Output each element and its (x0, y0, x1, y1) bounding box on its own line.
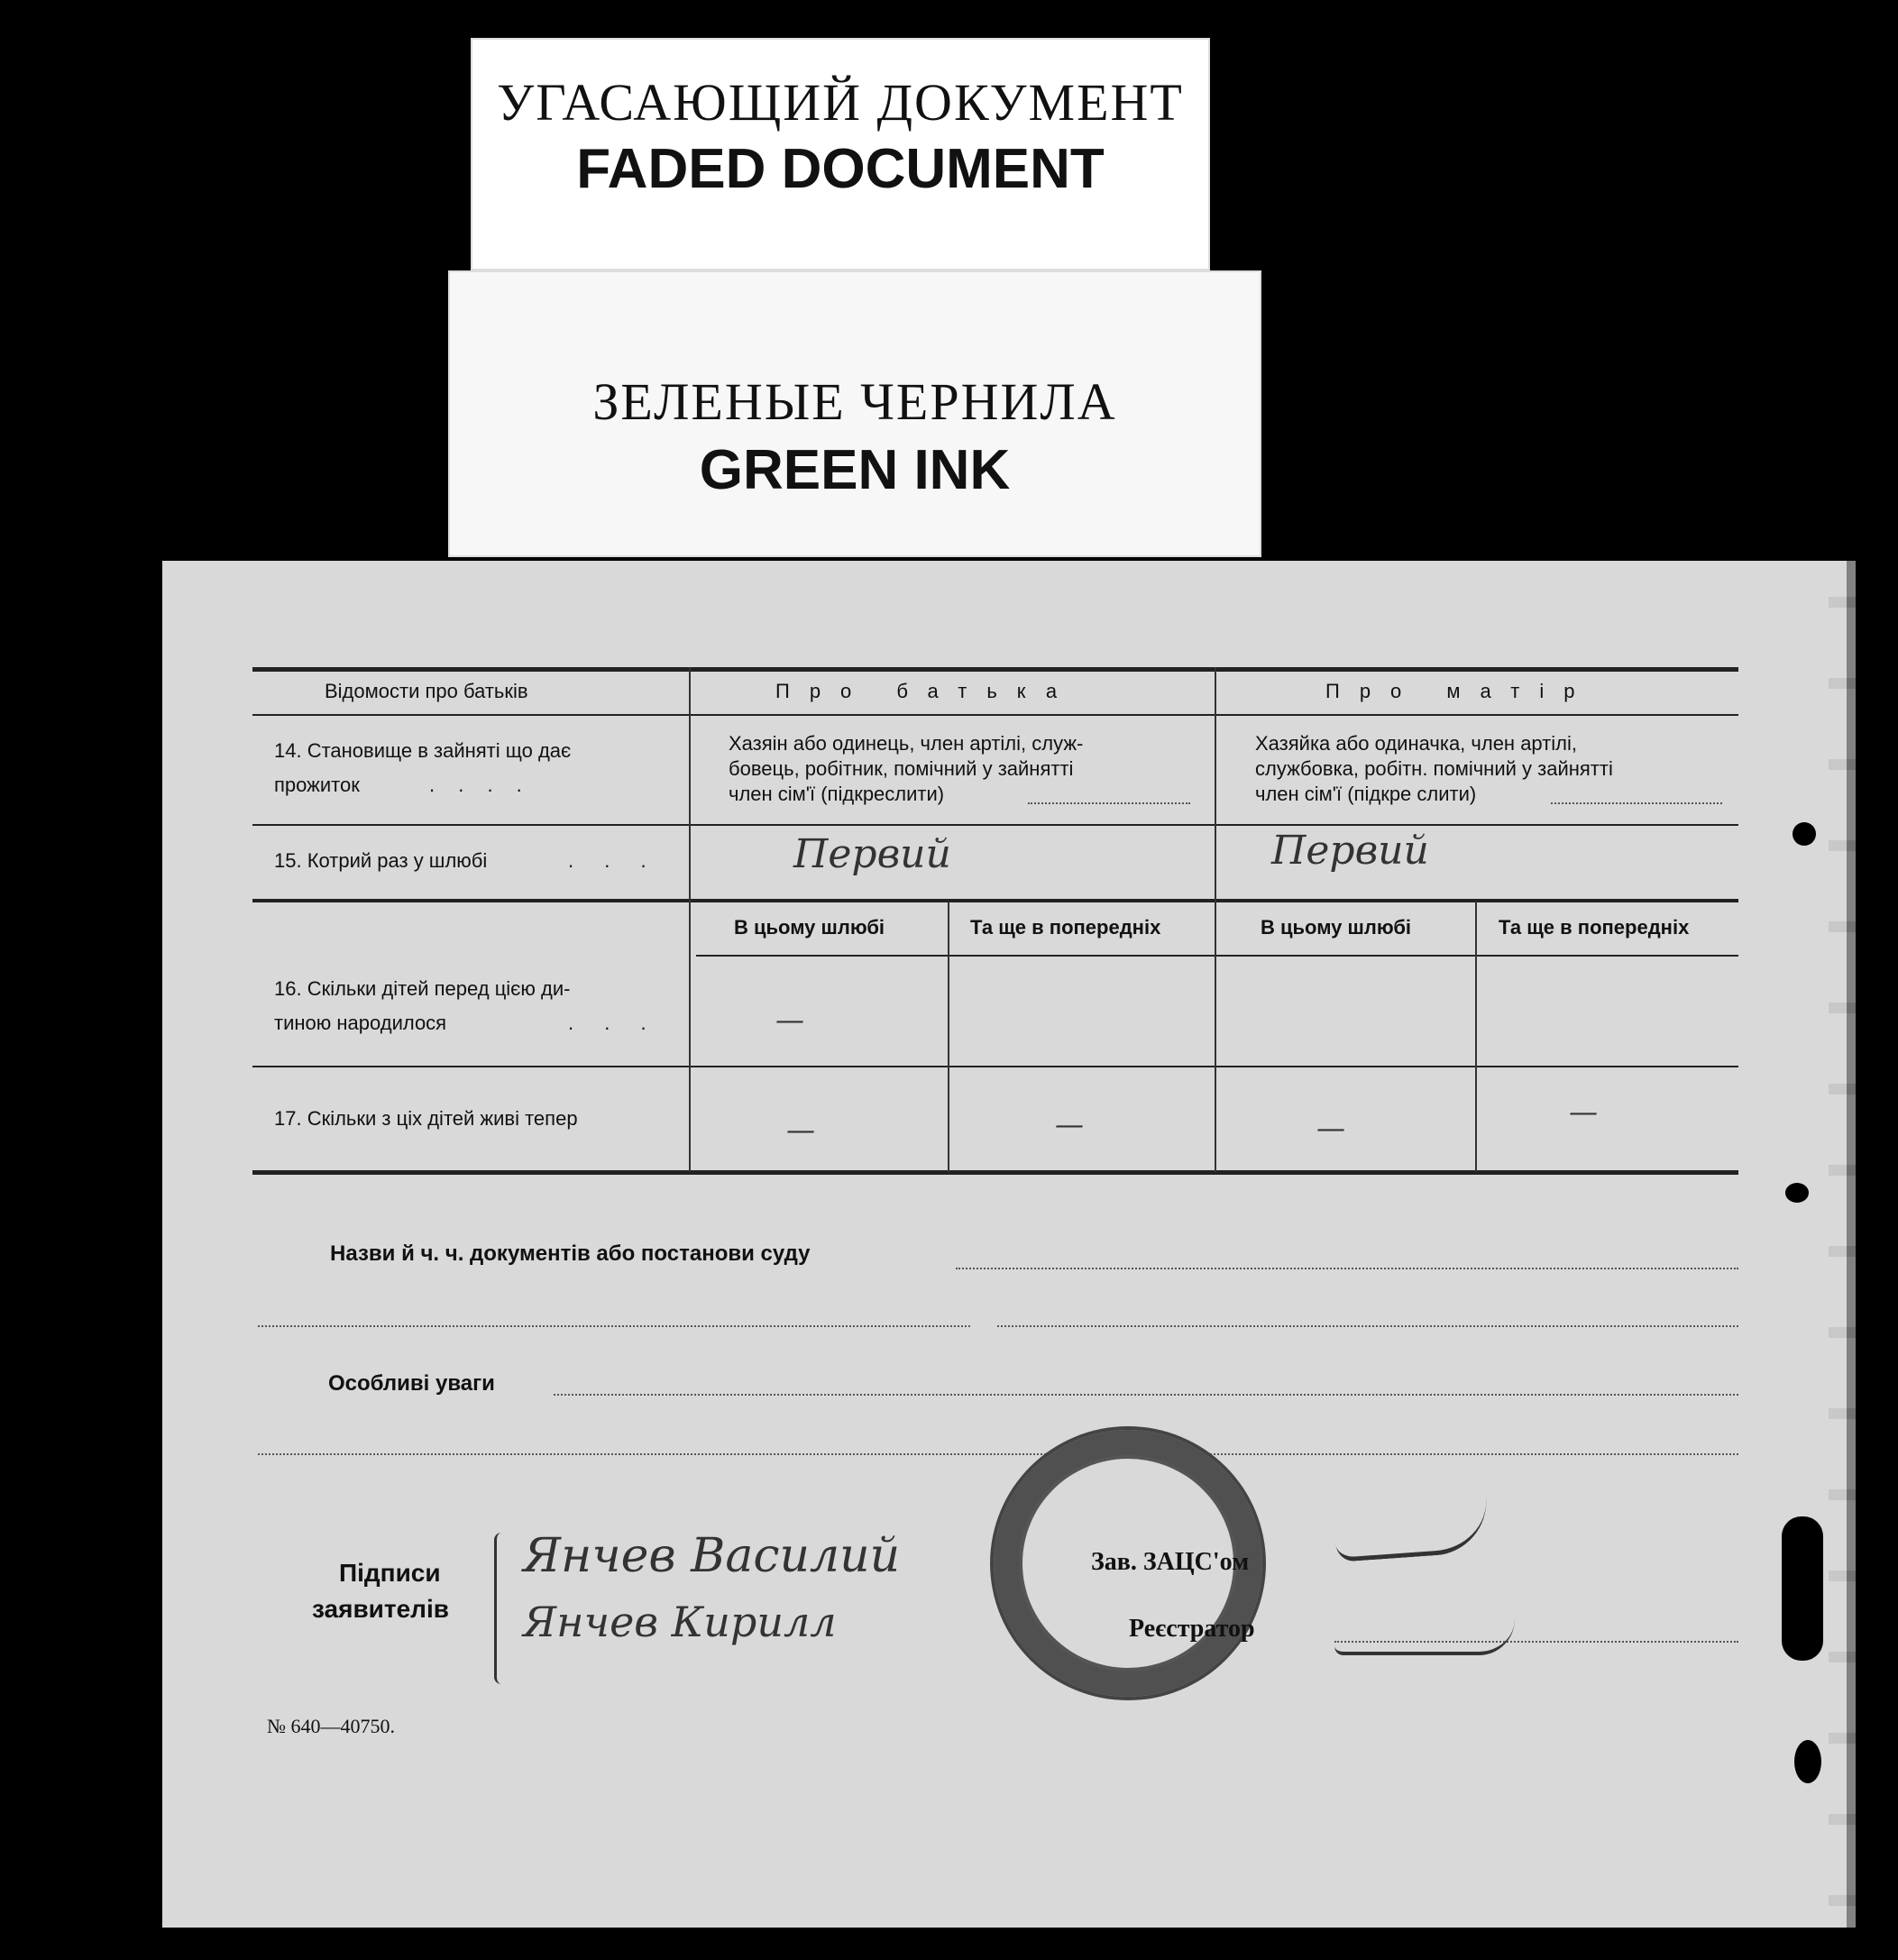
faded-document-label (471, 38, 1210, 270)
applicants-label: Підписи (339, 1559, 441, 1587)
row16-label-cont: тиною народилося (274, 1012, 447, 1034)
row14-mother-line1: Хазяйка або одиначка, член артілі, (1255, 732, 1577, 755)
table-bottom-border (252, 1170, 1738, 1175)
notes-label: Особливі уваги (328, 1371, 495, 1396)
form-number: № 640—40750. (267, 1715, 395, 1737)
header-info: Відомости про батьків (325, 680, 528, 702)
row15-mother-value: Первий (1271, 828, 1429, 874)
column-rule (1475, 902, 1477, 1172)
row-rule (252, 899, 1738, 902)
row-rule (252, 824, 1738, 826)
row17-father-previous-value: — (1055, 1107, 1084, 1141)
table-header-rule (252, 714, 1738, 716)
faded-document-en: FADED DOCUMENT (576, 138, 1105, 200)
row15-father-value: Первий (793, 831, 951, 877)
row17-label: 17. Скільки з ціх дітей живі тепер (274, 1107, 578, 1130)
row16-father-this-value: — (775, 1003, 804, 1037)
torn-edge (1782, 1516, 1823, 1661)
row17-mother-previous-value: — (1569, 1094, 1598, 1129)
row14-father-line3: член сім'ї (підкреслити) (729, 783, 945, 805)
applicant1-signature: Янчев Василий (523, 1529, 901, 1583)
row14-label: 14. Становище в зайняті що дає (274, 739, 572, 762)
documents-label: Назви й ч. ч. документів або постанови суду (330, 1241, 811, 1266)
head-signature (1333, 1484, 1490, 1562)
head-label: Зав. ЗАЦС'ом (1091, 1548, 1250, 1576)
row14-mother-line2: службовка, робітн. помічний у зайнятті (1255, 757, 1613, 780)
row14-father-line1: Хазяін або одинець, член артілі, служ- (729, 732, 1084, 755)
punch-hole (1794, 1740, 1821, 1783)
green-ink-label (448, 270, 1261, 557)
row15-label: 15. Котрий раз у шлюбі (274, 849, 488, 872)
header-mother: Про матір (1325, 680, 1595, 702)
row17-mother-this-value: — (1316, 1111, 1345, 1145)
faded-document-ru: УГАСАЮЩИЙ ДОКУМЕНТ (497, 73, 1184, 132)
table-top-border (252, 667, 1738, 672)
sub-header-mother-this: В цьому шлюбі (1261, 916, 1412, 939)
green-ink-en: GREEN INK (699, 439, 1011, 501)
applicants-brace (494, 1533, 506, 1684)
header-father: Про батька (775, 680, 1077, 702)
column-rule (689, 667, 691, 1172)
row16-label: 16. Скільки дітей перед цією ди- (274, 977, 571, 1000)
column-rule (1215, 667, 1216, 1172)
row14-mother-line3: член сім'ї (підкре слити) (1255, 783, 1477, 805)
row14-label-cont: прожиток (274, 774, 360, 796)
column-rule (948, 902, 949, 1172)
registrar-signature (1334, 1598, 1515, 1655)
sub-header-mother-previous: Та ще в попередніх (1499, 916, 1690, 939)
applicants-label-cont: заявителів (312, 1595, 449, 1623)
punch-hole (1793, 822, 1816, 846)
sub-header-rule (696, 955, 1738, 957)
row-rule (252, 1066, 1738, 1067)
row14-father-line2: бовець, робітник, помічний у зайнятті (729, 757, 1074, 780)
registrar-label: Реєстратор (1129, 1615, 1255, 1643)
sub-header-father-previous: Та ще в попередніх (970, 916, 1161, 939)
punch-hole (1785, 1183, 1809, 1203)
row17-father-this-value: — (786, 1113, 815, 1147)
applicant2-signature: Янчев Кирилл (523, 1598, 837, 1646)
green-ink-ru: ЗЕЛЕНЫЕ ЧЕРНИЛА (592, 372, 1117, 431)
sub-header-father-this: В цьому шлюбі (734, 916, 885, 939)
document-sheet: Відомости про батьків Про батька Про матір 14. Становище в зайняті що дає прожиток . . . . Хазяін або одинець, член артілі, служ- бовець, робітник, помічний у зайнятті член сім'ї (підкреслити) Хазяйка або одиначка, член артілі, службовка, робітн. помічний у зайнятті член сім'ї (підкре слити) 15. Котрий раз у шлюбі . . . Первий Первий В цьому шлюбі Та ще в попередніх В цьому шлюбі Та ще в попередніх 16. Скільки дітей перед цією ди- тиною народилося . . . — 17. Скільки з ціх дітей живі тепер — — — — Назви й ч. ч. документів або постанови суду Особливі уваги Підписи заявителів Янчев Василий Янчев Кирилл Зав. ЗАЦС'ом Реєстратор № 640—40750. (162, 561, 1847, 1928)
